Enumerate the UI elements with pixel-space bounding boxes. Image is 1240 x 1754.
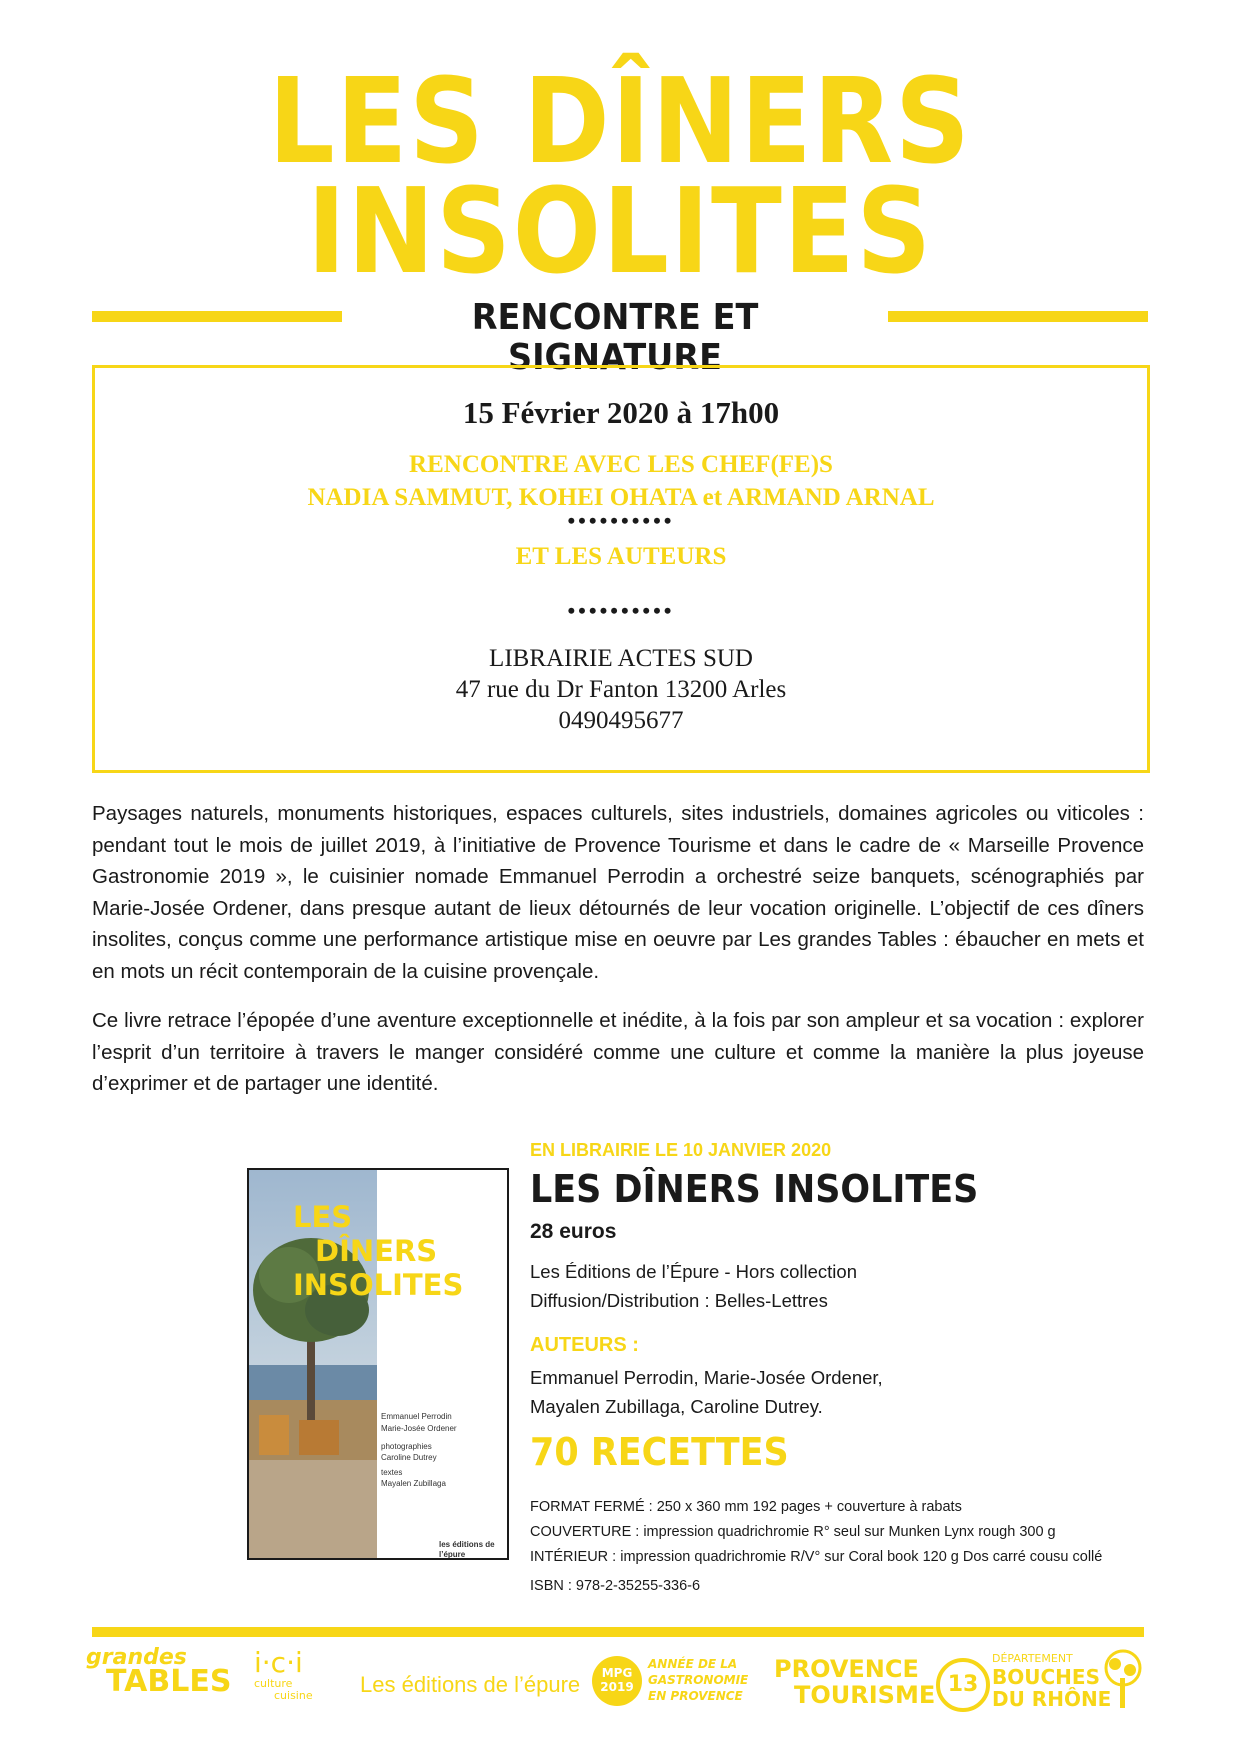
subtitle-band xyxy=(92,297,1148,378)
book-title: LES DÎNERS INSOLITES xyxy=(530,1167,979,1211)
logo-ici xyxy=(254,1648,344,1702)
venue-phone: 0490495677 xyxy=(558,707,684,734)
recipes-count: 70 RECETTES xyxy=(530,1430,789,1474)
event-meet xyxy=(95,448,1147,514)
logo-provence-tourisme xyxy=(774,1656,935,1708)
distribution-line: Diffusion/Distribution : Belles-Lettres xyxy=(530,1290,828,1311)
authors-line1: Emmanuel Perrodin, Marie-Josée Ordener, xyxy=(530,1367,883,1388)
logo-grandes-tables-top: grandes xyxy=(86,1645,187,1670)
book-cover-image xyxy=(247,1168,509,1560)
logo-ici-sub1: culture xyxy=(254,1677,293,1690)
logo-mpg-badge xyxy=(592,1656,642,1706)
spec-interior: INTÉRIEUR : impression quadrichromie R/V° sur Coral book 120 g Dos carré cousu collé xyxy=(530,1549,1103,1565)
partner-logos xyxy=(86,1645,1150,1718)
authors-names xyxy=(530,1363,883,1421)
cover-credit-writer: Mayalen Zubillaga xyxy=(381,1479,446,1488)
logo-dept-line2: BOUCHES xyxy=(992,1665,1100,1689)
cover-title-line2: DÎNERS xyxy=(315,1234,438,1268)
logo-grandes-tables xyxy=(86,1645,232,1699)
cover-title-line3: INSOLITES xyxy=(293,1268,464,1302)
venue-address: 47 rue du Dr Fanton 13200 Arles xyxy=(455,676,787,703)
main-title-line2: INSOLITES xyxy=(307,162,933,300)
book-specs xyxy=(530,1495,1102,1599)
event-authors: ET LES AUTEURS xyxy=(515,543,727,570)
book-publisher xyxy=(530,1257,857,1315)
dot-separator: •••••••••• xyxy=(567,598,675,623)
logo-editions-epure: Les éditions de l’épure xyxy=(360,1672,581,1697)
release-date: EN LIBRAIRIE LE 10 JANVIER 2020 xyxy=(530,1140,832,1160)
event-meet-line2: NADIA SAMMUT, KOHEI OHATA et ARMAND ARNAL xyxy=(307,484,935,511)
footer-rule xyxy=(92,1627,1144,1637)
dot-separator: •••••••••• xyxy=(567,508,675,533)
event-date: 15 Février 2020 à 17h00 xyxy=(462,395,780,430)
spec-cover: COUVERTURE : impression quadrichromie R° seul sur Munken Lynx rough 300 g xyxy=(530,1524,1056,1540)
tree-icon xyxy=(1102,1648,1144,1710)
subtitle-rule-right xyxy=(888,311,1148,322)
logo-provence-line2: TOURISME xyxy=(794,1681,936,1709)
logo-mpg-text xyxy=(648,1656,748,1704)
logo-ici-top: i·c·i xyxy=(254,1646,303,1679)
logo-mpg-text1: ANNÉE DE LA xyxy=(648,1657,738,1671)
subtitle-rule-left xyxy=(92,311,342,322)
venue-name: LIBRAIRIE ACTES SUD xyxy=(489,645,753,672)
subtitle: RENCONTRE ET SIGNATURE xyxy=(471,297,759,378)
logo-dept-line3: DU RHÔNE xyxy=(992,1687,1112,1711)
event-venue xyxy=(95,643,1147,736)
logo-mpg-text2: GASTRONOMIE xyxy=(648,1673,749,1687)
cover-credit-author2: Marie-Josée Ordener xyxy=(381,1424,457,1433)
cover-credit-photographer: Caroline Dutrey xyxy=(381,1453,437,1462)
logo-ici-sub2: cuisine xyxy=(274,1689,313,1702)
main-title-line1: LES DÎNERS xyxy=(268,52,972,190)
logo-mpg-badge-line1: MPG xyxy=(601,1666,633,1680)
cover-title xyxy=(293,1200,503,1302)
spec-isbn: ISBN : 978-2-35255-336-6 xyxy=(530,1578,701,1594)
cover-title-line1: LES xyxy=(293,1200,353,1234)
cover-credit-label-photo: photographies xyxy=(381,1442,432,1451)
authors-line2: Mayalen Zubillaga, Caroline Dutrey. xyxy=(530,1396,823,1417)
cover-credit-author1: Emmanuel Perrodin xyxy=(381,1412,452,1421)
event-box xyxy=(92,365,1150,773)
cover-credit-label-text: textes xyxy=(381,1468,403,1477)
cover-publisher: les éditions de l’épure xyxy=(439,1540,495,1559)
spec-format: FORMAT FERMÉ : 250 x 360 mm 192 pages + couverture à rabats xyxy=(530,1499,962,1515)
description-paragraph-1: Paysages naturels, monuments historiques, espaces culturels, sites industriels, domaines agricoles ou viticoles : pendant tout le mois de juillet 2019, à l’initiative de Provence Tourisme et dans le cadre de « Marseille Provence Gastronomie 2019 », le cuisinier nomade Emmanuel Perrodin a orchestré seize banquets, scénographiés par Marie-Josée Ordener, dans presque autant de lieux détournés de leur vocation originelle. L’objectif de ces dîners insolites, conçus comme une performance artistique mise en oeuvre par Les grandes Tables : ébaucher en mets et en mots un récit contemporain de la cuisine provençale. xyxy=(92,802,1144,983)
logo-mpg-badge-line2: 2019 xyxy=(600,1680,634,1694)
logo-grandes-tables-bottom: TABLES xyxy=(106,1664,232,1699)
book-price: 28 euros xyxy=(530,1220,617,1243)
logo-provence-line1: PROVENCE xyxy=(774,1655,919,1683)
logo-mpg-text3: EN PROVENCE xyxy=(648,1689,743,1703)
description-paragraph-2: Ce livre retrace l’épopée d’une aventure exceptionnelle et inédite, à la fois par son ampleur et sa vocation : explorer l’esprit d’un territoire à travers le manger considéré comme une culture et comme la manière la plus joyeuse d’exprimer et de partager une identité. xyxy=(92,1009,1144,1095)
logo-departement-badge: 13 xyxy=(936,1658,990,1712)
publisher-line: Les Éditions de l’Épure - Hors collection xyxy=(530,1261,857,1282)
logo-departement-text xyxy=(992,1652,1111,1710)
event-meet-line1: RENCONTRE AVEC LES CHEF(FE)S xyxy=(409,451,833,478)
logo-dept-line1: DÉPARTEMENT xyxy=(992,1652,1073,1665)
authors-label: AUTEURS : xyxy=(530,1334,639,1356)
